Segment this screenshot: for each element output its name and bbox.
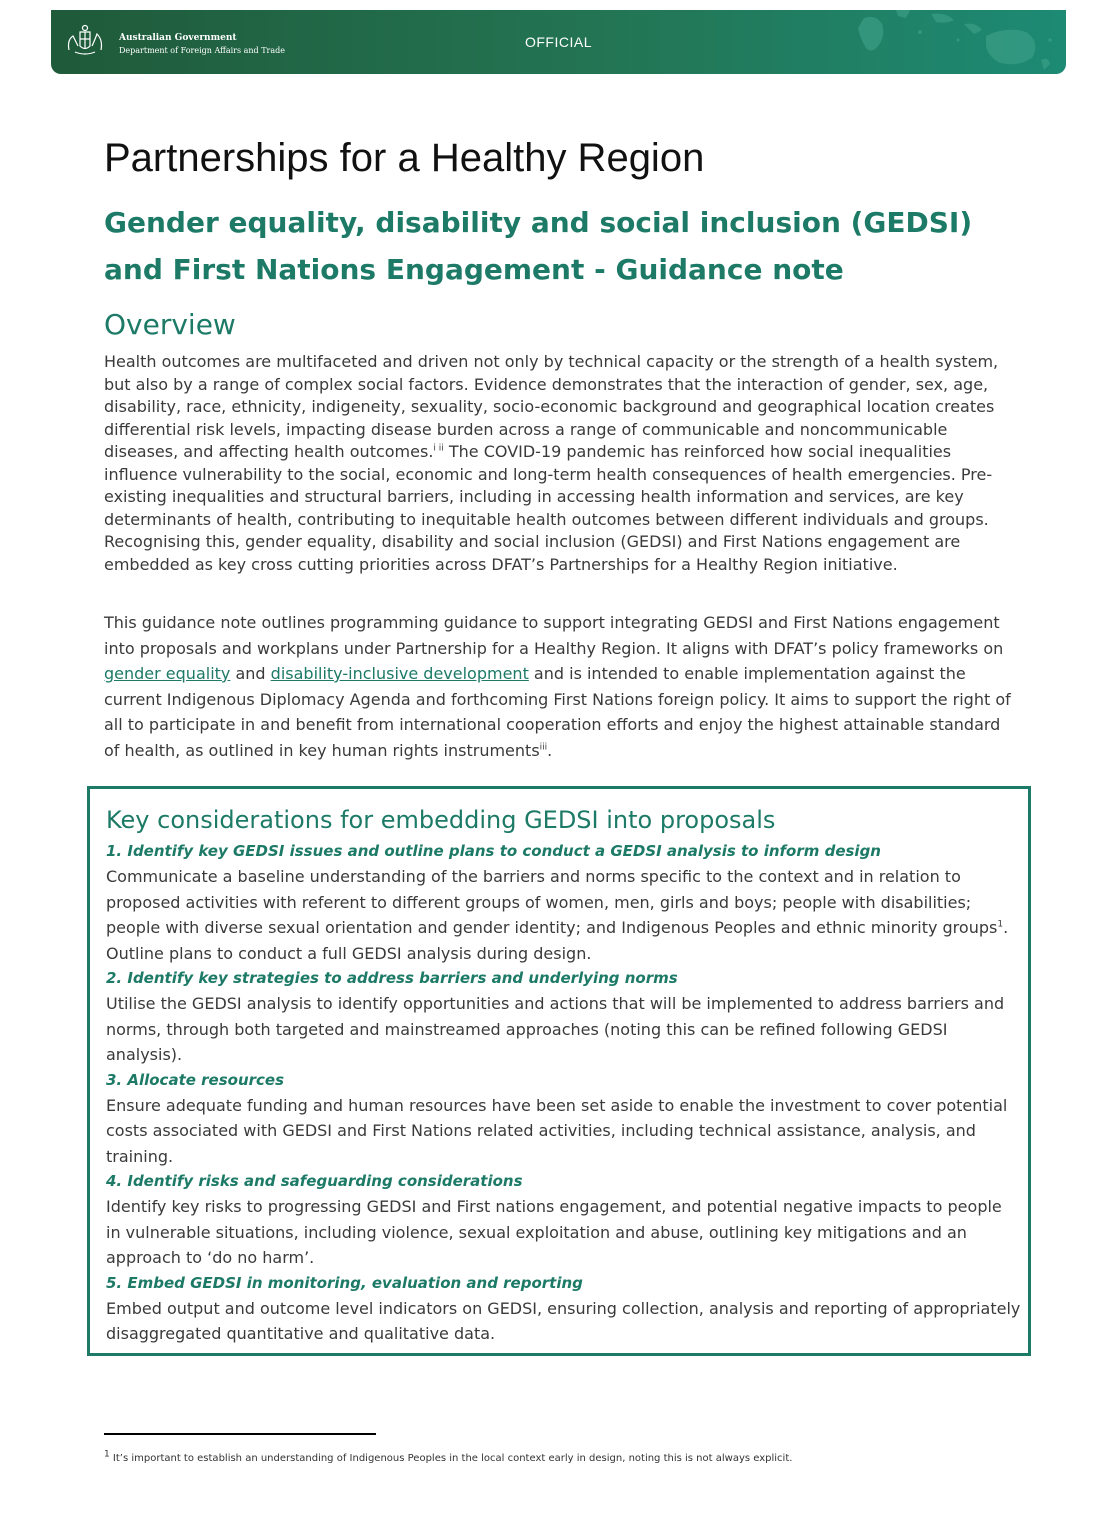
overview-heading: Overview — [104, 308, 236, 341]
consideration-text: Utilise the GEDSI analysis to identify opportunities and actions that will be implemented to address barriers and norms, through both targeted and mainstreamed approaches (noting this can be refined following GEDSI analysis). — [106, 994, 1005, 1064]
footnote-text: It’s important to establish an understanding of Indigenous Peoples in the local context early in design, noting this is not always explicit. — [109, 1453, 793, 1464]
key-considerations-heading: Key considerations for embedding GEDSI into proposals — [106, 806, 776, 834]
consideration-item — [106, 1068, 1021, 1170]
gender-equality-link[interactable]: gender equality — [104, 664, 231, 683]
overview-paragraph-2: This guidance note outlines programming guidance to support integrating GEDSI and First Nations engagement into proposals and workplans under Partnership for a Healthy Region. It aligns with DFAT’s policy frameworks on gender equality and disability-inclusive development and is intended to enable implementation against the current Indigenous Diplomacy Agenda and forthcoming First Nations foreign policy. It aims to support the right of all to participate in and benefit from international cooperation efforts and enjoy the highest attainable standard of health, as outlined in key human rights instruments$^{iii}$. — [104, 613, 1011, 760]
consideration-item — [106, 1169, 1021, 1271]
region-map-icon — [836, 10, 1066, 74]
footnote-divider — [104, 1433, 376, 1435]
consideration-text: Embed output and outcome level indicators on GEDSI, ensuring collection, analysis and reporting of appropriately disaggregated quantitative and qualitative data. — [106, 1298, 1021, 1343]
footnote-marker: 1 — [997, 919, 1004, 930]
consideration-title: 2. Identify key strategies to address barriers and underlying norms — [106, 969, 678, 987]
consideration-title: 1. Identify key GEDSI issues and outline plans to conduct a GEDSI analysis to inform design — [106, 842, 881, 860]
overview-paragraph-1: Health outcomes are multifaceted and driven not only by technical capacity or the strength of a health system, but also by a range of complex social factors. Evidence demonstrates that the interaction of gender, sex, age, disability, race, ethnicity, indigeneity, sexuality, socio-economic background and geographical location creates differential risk levels, impacting disease burden across a range of communicable and noncommunicable diseases, and affecting health outcomes.$^{i ii}$ The COVID-19 pandemic has reinforced how social inequalities influence vulnerability to the social, economic and long-term health consequences of health emergencies. Pre-existing inequalities and structural barriers, including in accessing health information and services, are key determinants of health, contributing to inequitable health outcomes between different individuals and groups. Recognising this, gender equality, disability and social inclusion (GEDSI) and First Nations engagement are embedded as key cross cutting priorities across DFAT’s Partnerships for a Healthy Region initiative. — [104, 352, 999, 574]
footnote-number: 1 — [104, 1449, 110, 1460]
consideration-title: 5. Embed GEDSI in monitoring, evaluation and reporting — [106, 1273, 583, 1292]
consideration-title: 4. Identify risks and safeguarding considerations — [106, 1172, 523, 1190]
government-name: Australian Government — [119, 33, 237, 43]
consideration-item — [106, 1271, 1021, 1347]
department-name: Department of Foreign Affairs and Trade — [119, 46, 285, 55]
consideration-item — [106, 839, 1021, 966]
endnote-marker: iii — [539, 742, 548, 753]
consideration-text: Identify key risks to progressing GEDSI and First nations engagement, and potential negative impacts to people in vulnerable situations, including violence, sexual exploitation and abuse, outlining key mitigations and an approach to ‘do no harm’. — [106, 1197, 1002, 1267]
key-considerations-box — [87, 786, 1031, 1356]
footnote — [104, 1449, 1004, 1466]
consideration-item — [106, 966, 1021, 1068]
endnote-marker: i ii — [433, 443, 444, 454]
page-title: Partnerships for a Healthy Region — [104, 136, 705, 180]
classification-label: OFFICIAL — [524, 34, 592, 50]
page-subtitle: Gender equality, disability and social inclusion (GEDSI) and First Nations Engagement - Guidance note — [104, 206, 973, 286]
consideration-title: 3. Allocate resources — [106, 1070, 285, 1089]
consideration-text: Ensure adequate funding and human resources have been set aside to enable the investment to cover potential costs associated with GEDSI and First Nations related activities, including technical assistance, analysis, and training. — [106, 1095, 1008, 1166]
header-band — [51, 10, 1066, 74]
consideration-text: Communicate a baseline understanding of the barriers and norms specific to the context and in relation to proposed activities with referent to different groups of women, men, girls and boys; people with disabilities; people with diverse sexual orientation and gender identity; and Indigenous Peoples and ethnic minority groups$^1$. Outline plans to conduct a full GEDSI analysis during design. — [106, 867, 1009, 963]
disability-inclusive-development-link[interactable]: disability-inclusive development — [270, 664, 529, 683]
